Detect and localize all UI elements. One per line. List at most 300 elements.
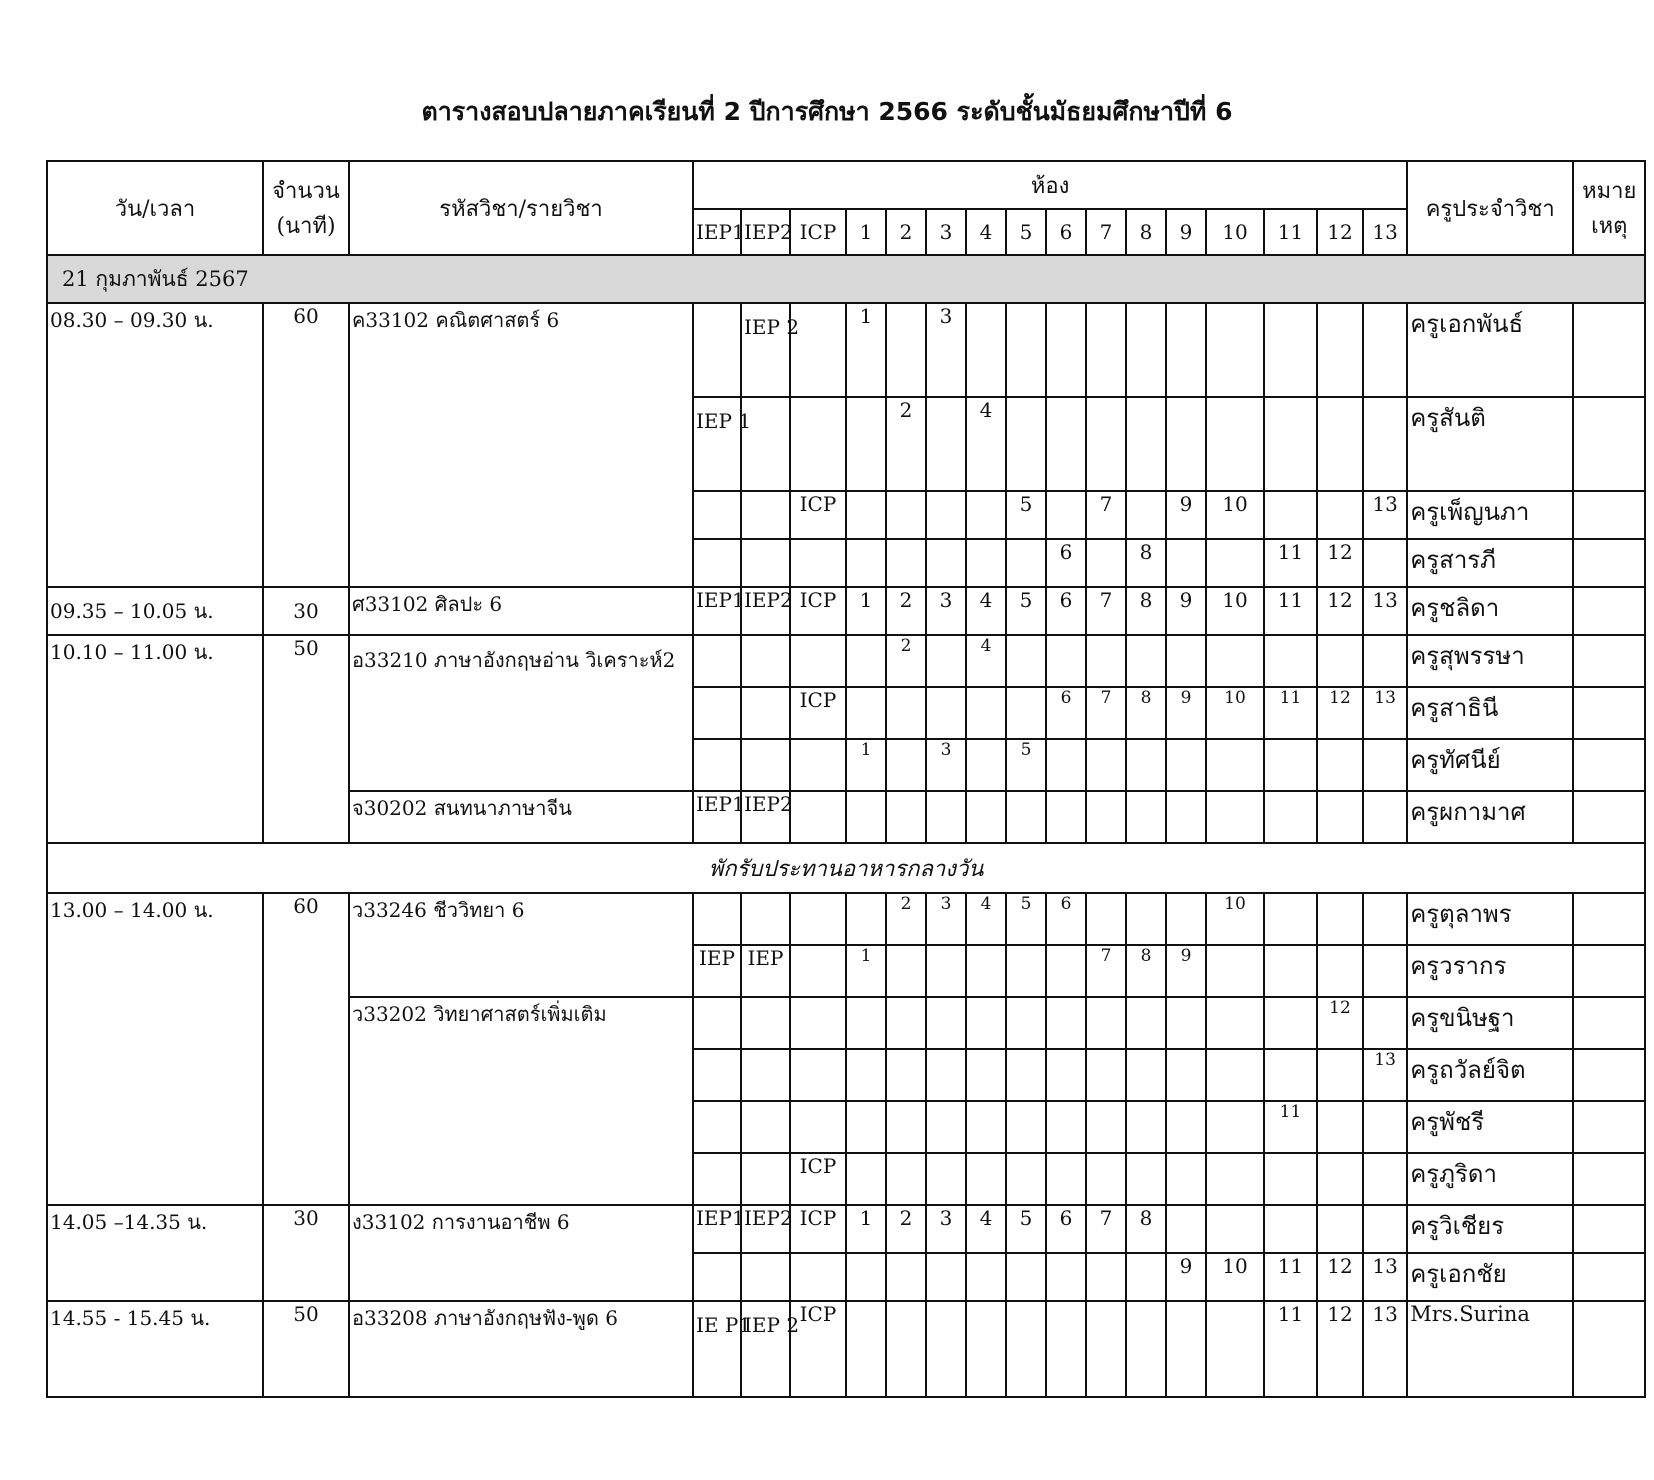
room-cell: 5 (1006, 739, 1046, 791)
room-cell: 4 (966, 397, 1006, 491)
session-time: 14.55 - 15.45 น. (47, 1301, 263, 1397)
room-cell: 3 (926, 739, 966, 791)
room-cell (966, 1301, 1006, 1397)
room-column-header: IEP1 (693, 209, 741, 255)
room-cell (1206, 1153, 1264, 1205)
subject-cell: ว33246 ชีววิทยา 6 (349, 893, 693, 997)
room-cell: 4 (966, 893, 1006, 945)
room-cell (966, 1253, 1006, 1301)
room-cell (1317, 303, 1363, 397)
session-minutes: 50 (263, 635, 349, 843)
room-cell: 6 (1046, 893, 1086, 945)
room-cell (790, 997, 846, 1049)
room-cell (693, 1101, 741, 1153)
room-cell (1046, 1153, 1086, 1205)
room-cell (1086, 397, 1126, 491)
room-cell (1206, 1049, 1264, 1101)
room-cell: 10 (1206, 687, 1264, 739)
room-cell (846, 1253, 886, 1301)
room-cell (1006, 1153, 1046, 1205)
room-cell (846, 893, 886, 945)
room-cell: 10 (1206, 893, 1264, 945)
room-cell (1317, 491, 1363, 539)
teacher-cell: ครูเอกชัย (1407, 1253, 1573, 1301)
room-cell: 2 (886, 397, 926, 491)
room-cell (741, 539, 790, 587)
room-cell (1046, 739, 1086, 791)
rooms-group-header: ห้อง (693, 161, 1407, 209)
room-cell (1317, 739, 1363, 791)
room-cell (790, 397, 846, 491)
room-cell (1166, 539, 1206, 587)
room-cell (1363, 791, 1407, 843)
minutes-header-line: (นาที) (276, 214, 336, 239)
room-cell (926, 539, 966, 587)
room-cell (966, 491, 1006, 539)
room-cell (966, 539, 1006, 587)
room-cell (926, 1153, 966, 1205)
room-cell (1363, 635, 1407, 687)
room-cell (1206, 303, 1264, 397)
room-cell (886, 997, 926, 1049)
room-cell: 11 (1264, 1253, 1317, 1301)
room-cell (1126, 1253, 1166, 1301)
room-cell (1006, 1049, 1046, 1101)
room-cell (1126, 397, 1166, 491)
note-cell (1573, 587, 1645, 635)
room-cell: 12 (1317, 587, 1363, 635)
room-cell (846, 1153, 886, 1205)
teacher-cell: ครูชลิดา (1407, 587, 1573, 635)
exam-schedule-table (46, 160, 1646, 1398)
room-cell (1126, 1301, 1166, 1397)
room-cell: 2 (886, 1205, 926, 1253)
room-cell (1363, 1153, 1407, 1205)
minutes-header-line: จำนวน (272, 179, 340, 204)
room-cell (886, 945, 926, 997)
room-cell (693, 1049, 741, 1101)
room-cell (1363, 997, 1407, 1049)
note-cell (1573, 1153, 1645, 1205)
room-cell (1086, 303, 1126, 397)
subject-cell: ศ33102 ศิลปะ 6 (349, 587, 693, 635)
room-cell (1086, 893, 1126, 945)
teacher-cell: ครูสารภี (1407, 539, 1573, 587)
room-cell (846, 1301, 886, 1397)
room-cell: 10 (1206, 1253, 1264, 1301)
room-column-header: 10 (1206, 209, 1264, 255)
room-cell (1006, 945, 1046, 997)
room-cell: 13 (1363, 1253, 1407, 1301)
room-cell (886, 1049, 926, 1101)
room-cell (741, 1101, 790, 1153)
minutes-column-header (263, 161, 349, 255)
teacher-cell: Mrs.Surina (1407, 1301, 1573, 1397)
room-cell (693, 687, 741, 739)
room-cell (886, 739, 926, 791)
room-cell (926, 945, 966, 997)
room-cell (1317, 1101, 1363, 1153)
schedule-row (47, 635, 1645, 687)
room-cell (886, 539, 926, 587)
room-cell: 1 (846, 303, 886, 397)
room-cell: IEP (693, 945, 741, 997)
room-cell (1206, 945, 1264, 997)
room-cell: ICP (790, 1153, 846, 1205)
room-cell (790, 539, 846, 587)
room-cell (926, 1049, 966, 1101)
note-cell (1573, 687, 1645, 739)
room-cell (966, 997, 1006, 1049)
room-cell (1126, 893, 1166, 945)
room-cell (1006, 1101, 1046, 1153)
teacher-cell: ครูวรากร (1407, 945, 1573, 997)
room-cell (886, 491, 926, 539)
room-cell (741, 1153, 790, 1205)
room-cell (886, 1101, 926, 1153)
room-cell: IEP 2 (741, 1301, 790, 1397)
room-cell (846, 635, 886, 687)
room-cell: 4 (966, 587, 1006, 635)
room-cell: 3 (926, 893, 966, 945)
room-cell: 12 (1317, 539, 1363, 587)
room-cell (790, 1253, 846, 1301)
teacher-cell: ครูตุลาพร (1407, 893, 1573, 945)
room-cell (741, 687, 790, 739)
room-cell: IE P1 (693, 1301, 741, 1397)
room-column-header: 6 (1046, 209, 1086, 255)
room-cell (1206, 739, 1264, 791)
room-cell (741, 635, 790, 687)
room-cell (1046, 303, 1086, 397)
room-cell: 12 (1317, 687, 1363, 739)
teacher-cell: ครูสุพรรษา (1407, 635, 1573, 687)
room-cell (1126, 303, 1166, 397)
subject-cell: ง33102 การงานอาชีพ 6 (349, 1205, 693, 1301)
room-cell (1126, 739, 1166, 791)
room-cell: 2 (886, 893, 926, 945)
room-cell (846, 1101, 886, 1153)
room-cell (1046, 1101, 1086, 1153)
teacher-cell: ครูวิเชียร (1407, 1205, 1573, 1253)
room-cell (926, 1301, 966, 1397)
session-minutes: 30 (263, 587, 349, 635)
room-cell (790, 945, 846, 997)
room-cell (790, 791, 846, 843)
room-cell (886, 1253, 926, 1301)
schedule-row (47, 303, 1645, 397)
room-cell: 1 (846, 1205, 886, 1253)
room-cell (1166, 303, 1206, 397)
room-cell: 7 (1086, 945, 1126, 997)
session-time: 13.00 – 14.00 น. (47, 893, 263, 1205)
room-cell: 6 (1046, 587, 1086, 635)
session-minutes: 50 (263, 1301, 349, 1397)
room-cell (693, 1153, 741, 1205)
schedule-row (47, 1301, 1645, 1397)
room-cell: 7 (1086, 1205, 1126, 1253)
session-minutes: 60 (263, 893, 349, 1205)
room-cell (1166, 1101, 1206, 1153)
room-column-header: 4 (966, 209, 1006, 255)
teacher-cell: ครูทัศนีย์ (1407, 739, 1573, 791)
room-cell: 4 (966, 635, 1006, 687)
room-cell (1264, 997, 1317, 1049)
schedule-row (47, 1205, 1645, 1253)
room-cell (790, 739, 846, 791)
room-cell (1046, 791, 1086, 843)
room-cell (1126, 635, 1166, 687)
room-cell (1166, 893, 1206, 945)
room-cell (790, 893, 846, 945)
room-cell: 3 (926, 303, 966, 397)
room-cell: 12 (1317, 1253, 1363, 1301)
room-cell: 9 (1166, 945, 1206, 997)
room-cell (1264, 1049, 1317, 1101)
room-cell (1317, 1153, 1363, 1205)
room-cell (1264, 397, 1317, 491)
room-cell: 8 (1126, 587, 1166, 635)
room-column-header: 2 (886, 209, 926, 255)
room-cell (741, 1253, 790, 1301)
room-cell (966, 687, 1006, 739)
room-cell (1206, 791, 1264, 843)
session-time: 09.35 – 10.05 น. (47, 587, 263, 635)
room-cell: 13 (1363, 1049, 1407, 1101)
room-cell (966, 791, 1006, 843)
room-cell: 11 (1264, 587, 1317, 635)
note-cell (1573, 491, 1645, 539)
room-cell (1086, 997, 1126, 1049)
room-cell: IEP2 (741, 1205, 790, 1253)
room-cell (1046, 491, 1086, 539)
room-cell (1206, 1301, 1264, 1397)
date-row (47, 255, 1645, 303)
room-cell (1126, 997, 1166, 1049)
room-cell: 10 (1206, 491, 1264, 539)
room-cell (1264, 893, 1317, 945)
room-cell: 12 (1317, 997, 1363, 1049)
room-cell (1206, 397, 1264, 491)
room-cell: IEP1 (693, 587, 741, 635)
room-cell (1264, 1153, 1317, 1205)
room-cell (1006, 687, 1046, 739)
room-cell (1166, 1301, 1206, 1397)
room-cell (693, 739, 741, 791)
room-cell (790, 1101, 846, 1153)
room-cell (966, 1049, 1006, 1101)
room-cell (1206, 1205, 1264, 1253)
room-column-header: 3 (926, 209, 966, 255)
room-cell (886, 1153, 926, 1205)
page-title: ตารางสอบปลายภาคเรียนที่ 2 ปีการศึกษา 2566 ระดับชั้นมัธยมศึกษาปีที่ 6 (421, 97, 1233, 126)
room-cell (741, 491, 790, 539)
note-cell (1573, 1253, 1645, 1301)
room-cell (1086, 1049, 1126, 1101)
room-cell (790, 635, 846, 687)
session-time: 08.30 – 09.30 น. (47, 303, 263, 587)
room-cell (846, 997, 886, 1049)
room-cell: IEP 2 (741, 303, 790, 397)
room-cell: 8 (1126, 687, 1166, 739)
teacher-cell: ครูสันติ (1407, 397, 1573, 491)
subject-cell: จ30202 สนทนาภาษาจีน (349, 791, 693, 843)
room-cell: 8 (1126, 539, 1166, 587)
room-cell (1363, 739, 1407, 791)
teacher-cell: ครูเพ็ญนภา (1407, 491, 1573, 539)
note-column-header (1573, 161, 1645, 255)
room-cell (1166, 1049, 1206, 1101)
note-cell (1573, 539, 1645, 587)
room-cell (846, 1049, 886, 1101)
room-cell (1317, 1205, 1363, 1253)
room-cell: 11 (1264, 687, 1317, 739)
room-cell: 8 (1126, 1205, 1166, 1253)
room-cell (966, 1153, 1006, 1205)
room-cell (926, 1101, 966, 1153)
room-cell (1166, 1153, 1206, 1205)
room-cell (1166, 397, 1206, 491)
room-cell (1006, 397, 1046, 491)
subject-cell: ค33102 คณิตศาสตร์ 6 (349, 303, 693, 587)
room-cell (966, 945, 1006, 997)
room-cell (1166, 739, 1206, 791)
room-cell: 9 (1166, 687, 1206, 739)
note-cell (1573, 739, 1645, 791)
room-cell: IEP (741, 945, 790, 997)
subject-cell: อ33208 ภาษาอังกฤษฟัง-พูด 6 (349, 1301, 693, 1397)
subject-column-header: รหัสวิชา/รายวิชา (349, 161, 693, 255)
room-cell: 7 (1086, 491, 1126, 539)
room-cell: 4 (966, 1205, 1006, 1253)
note-header-line: เหตุ (1591, 214, 1628, 239)
room-cell (1363, 303, 1407, 397)
lunch-break-row (47, 843, 1645, 893)
room-cell: ICP (790, 1205, 846, 1253)
room-column-header: 13 (1363, 209, 1407, 255)
room-cell (1166, 635, 1206, 687)
room-cell (1046, 1253, 1086, 1301)
room-cell: 11 (1264, 539, 1317, 587)
teacher-cell: ครูภูริดา (1407, 1153, 1573, 1205)
header-row (47, 161, 1645, 209)
room-cell (741, 997, 790, 1049)
room-cell: IEP2 (741, 587, 790, 635)
room-cell: 13 (1363, 687, 1407, 739)
room-cell (1046, 1301, 1086, 1397)
room-cell (1046, 397, 1086, 491)
room-cell (1086, 539, 1126, 587)
subject-cell: ว33202 วิทยาศาสตร์เพิ่มเติม (349, 997, 693, 1205)
room-cell (790, 1049, 846, 1101)
room-cell (693, 539, 741, 587)
room-cell (966, 1101, 1006, 1153)
room-cell: 2 (886, 635, 926, 687)
room-cell (886, 791, 926, 843)
room-cell (926, 791, 966, 843)
room-cell (1206, 997, 1264, 1049)
room-cell: 12 (1317, 1301, 1363, 1397)
room-cell (1086, 739, 1126, 791)
room-cell (693, 635, 741, 687)
room-cell (1264, 303, 1317, 397)
schedule-row (47, 893, 1645, 945)
room-cell (926, 1253, 966, 1301)
room-cell (1126, 491, 1166, 539)
room-cell: 5 (1006, 1205, 1046, 1253)
room-cell (926, 635, 966, 687)
room-cell (1363, 945, 1407, 997)
room-cell (1126, 1153, 1166, 1205)
room-cell: 9 (1166, 491, 1206, 539)
room-cell (1264, 1205, 1317, 1253)
exam-date: 21 กุมภาพันธ์ 2567 (47, 255, 1645, 303)
note-cell (1573, 945, 1645, 997)
room-cell (1126, 791, 1166, 843)
room-cell (846, 397, 886, 491)
room-cell: 1 (846, 739, 886, 791)
session-minutes: 30 (263, 1205, 349, 1301)
room-cell (1264, 635, 1317, 687)
room-cell: ICP (790, 687, 846, 739)
room-column-header: 5 (1006, 209, 1046, 255)
room-cell (966, 303, 1006, 397)
room-cell (693, 303, 741, 397)
time-column-header: วัน/เวลา (47, 161, 263, 255)
teacher-column-header: ครูประจำวิชา (1407, 161, 1573, 255)
teacher-cell: ครูพัชรี (1407, 1101, 1573, 1153)
room-cell (1317, 1049, 1363, 1101)
room-cell (1317, 397, 1363, 491)
room-column-header: 9 (1166, 209, 1206, 255)
room-cell: 9 (1166, 587, 1206, 635)
room-cell (1317, 635, 1363, 687)
room-cell: ICP (790, 587, 846, 635)
session-time: 10.10 – 11.00 น. (47, 635, 263, 843)
room-cell (1206, 1101, 1264, 1153)
room-cell (1206, 539, 1264, 587)
room-cell (1126, 1049, 1166, 1101)
room-cell (1264, 945, 1317, 997)
note-cell (1573, 1049, 1645, 1101)
room-cell (1166, 997, 1206, 1049)
room-cell (1006, 1301, 1046, 1397)
room-cell: IEP2 (741, 791, 790, 843)
room-cell: IEP 1 (693, 397, 741, 491)
note-cell (1573, 893, 1645, 945)
room-cell: 5 (1006, 893, 1046, 945)
room-cell (1317, 791, 1363, 843)
room-cell (741, 739, 790, 791)
room-cell (1317, 893, 1363, 945)
room-cell (741, 1049, 790, 1101)
room-cell (1086, 1101, 1126, 1153)
teacher-cell: ครูเอกพันธ์ (1407, 303, 1573, 397)
room-cell (926, 687, 966, 739)
room-cell (1086, 1253, 1126, 1301)
room-cell (1006, 539, 1046, 587)
room-column-header: 12 (1317, 209, 1363, 255)
teacher-cell: ครูขนิษฐา (1407, 997, 1573, 1049)
room-cell (1317, 945, 1363, 997)
room-cell: ICP (790, 1301, 846, 1397)
room-cell (966, 739, 1006, 791)
room-cell (1006, 303, 1046, 397)
room-cell (1006, 791, 1046, 843)
teacher-cell: ครูถวัลย์จิต (1407, 1049, 1573, 1101)
room-cell: IEP1 (693, 791, 741, 843)
room-cell: 13 (1363, 1301, 1407, 1397)
